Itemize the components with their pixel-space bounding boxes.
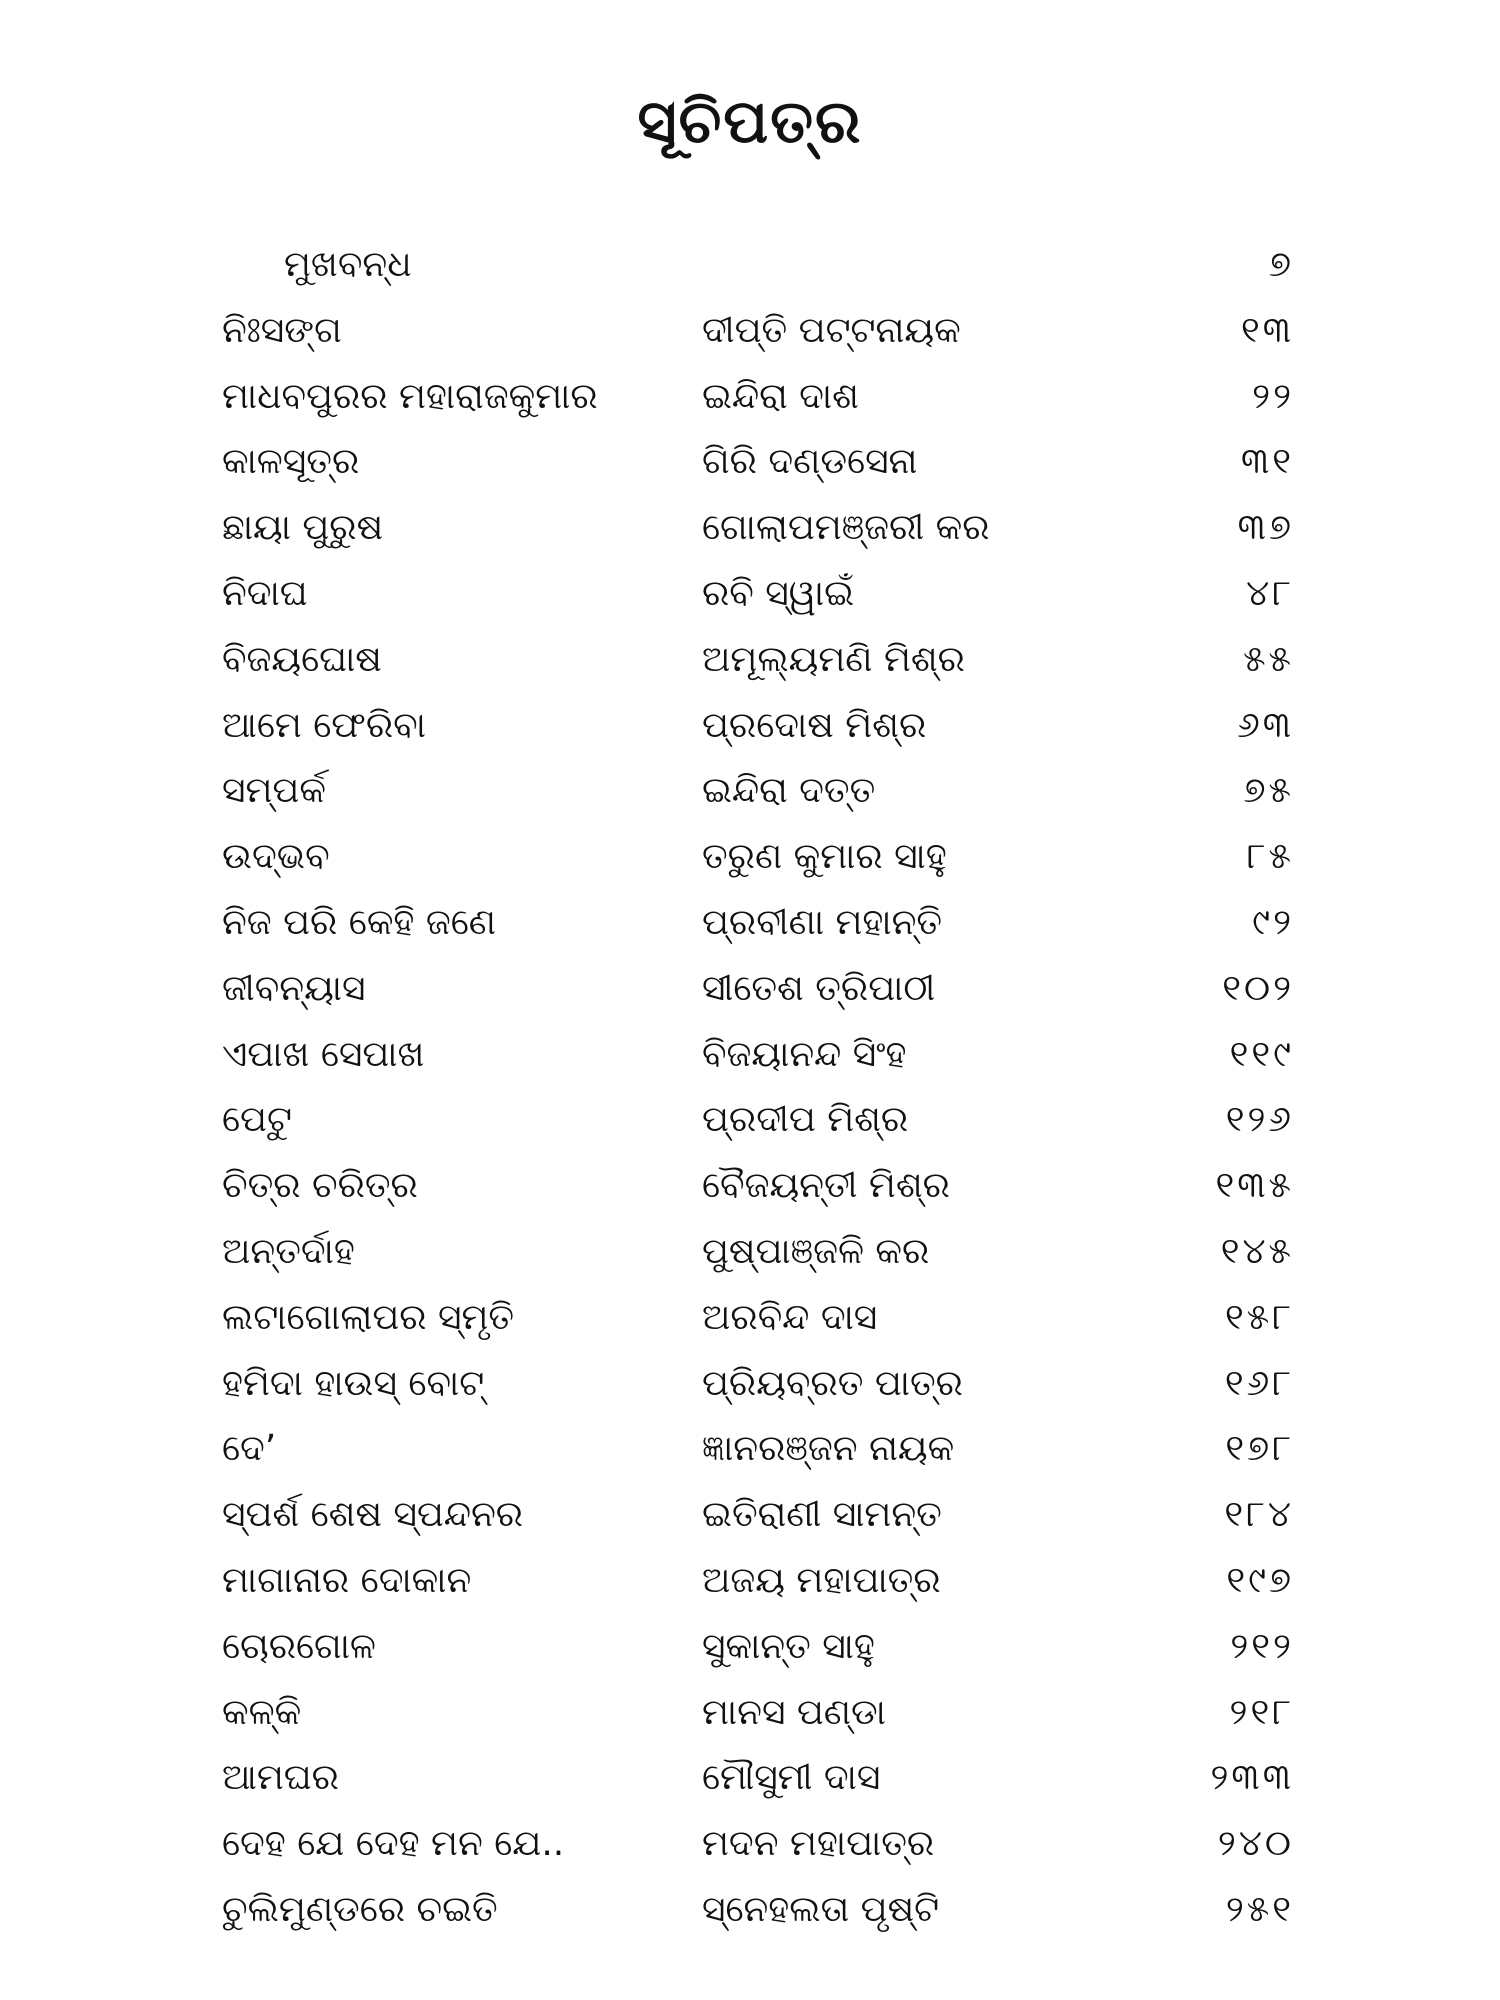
toc-row [222,1745,1294,1811]
toc-row [222,495,1294,561]
table-of-contents [222,232,1294,1943]
toc-row [222,1285,1294,1351]
author-name: ଇତିରାଣୀ ସାମନ୍ତ [702,1494,942,1536]
story-title: ନିଜ ପରି କେହି ଜଣେ [222,901,496,943]
toc-row [222,429,1294,495]
author-name: ମଦନ ମହାପାତ୍ର [702,1823,935,1865]
story-title: ଆମଘର [222,1757,339,1799]
story-title: ମୁଖବନ୍ଧ [284,244,412,285]
page-number: ୧୬୮ [1224,1362,1294,1404]
page-number: ୧୧୯ [1229,1033,1294,1075]
toc-row [222,298,1294,364]
author-name: ବୈଜୟନ୍ତୀ ମିଶ୍ର [702,1165,950,1207]
toc-row [222,1351,1294,1417]
author-name: ପ୍ରିୟବ୍ରତ ପାତ୍ର [702,1362,963,1404]
author-name: ଅମୂଲ୍ୟମଣି ମିଶ୍ର [702,638,965,680]
page-number: ୨୨ [1252,375,1294,417]
author-name: ଅରବିନ୍ଦ ଦାସ [702,1296,878,1338]
story-title: ମାଗାନାର ଦୋକାନ [222,1559,472,1601]
toc-row [222,232,1294,298]
toc-row [222,693,1294,759]
toc-row [222,1877,1294,1943]
page-number: ୭ [1268,244,1294,285]
toc-row [222,890,1294,956]
toc-row [222,1087,1294,1153]
page-number: ୭୫ [1243,770,1294,812]
author-name: ମାନସ ପଣ୍ଡା [702,1691,886,1733]
page-number: ୧୮୪ [1224,1494,1294,1536]
author-name: ବିଜୟାନନ୍ଦ ସିଂହ [702,1033,907,1075]
story-title: ଚୋରଗୋଳ [222,1625,376,1667]
toc-row [222,1153,1294,1219]
page-number: ୧୯୭ [1226,1559,1294,1601]
story-title: ଦେହ ଯେ ଦେହ ମନ ଯେ.. [222,1823,565,1865]
page-title: ସୂଚିପତ୍ର [637,87,863,157]
page-number: ୧୦୨ [1222,967,1294,1009]
toc-row [222,364,1294,430]
author-name: ମୌସୁମୀ ଦାସ [702,1757,881,1799]
author-name: ତରୁଣ କୁମାର ସାହୁ [702,836,947,878]
story-title: କାଳସୂତ୍ର [222,441,360,483]
story-title: ଦେ’ [222,1428,277,1470]
author-name: ଦୀପ୍ତି ପଟ୍ଟନାୟକ [702,309,961,351]
story-title: ହମିଦା ହାଉସ୍ ବୋଟ୍ [222,1362,485,1404]
page-number: ୨୧୮ [1229,1691,1294,1733]
story-title: ଉଦ୍ଭବ [222,836,330,878]
story-title: କଳ୍କି [222,1691,302,1733]
page-number: ୨୧୨ [1230,1625,1294,1667]
toc-row [222,758,1294,824]
toc-row [222,1680,1294,1746]
toc-row [222,1811,1294,1877]
author-name: ଜ୍ଞାନରଞ୍ଜନ ନାୟକ [702,1428,955,1470]
author-name: ସୀତେଶ ତ୍ରିପାଠୀ [702,967,936,1009]
author-name: ଇନ୍ଦିରା ଦତ୍ତ [702,770,876,812]
author-name: ରବି ସ୍ୱାଇଁ [702,572,855,614]
author-name: ପ୍ରଦୀପ ମିଶ୍ର [702,1099,909,1141]
author-name: ଅଜୟ ମହାପାତ୍ର [702,1559,941,1601]
author-name: ଇନ୍ଦିରା ଦାଶ [702,375,859,417]
page-number: ୮୫ [1246,836,1294,878]
toc-row [222,1219,1294,1285]
page-number: ୧୩ [1240,309,1294,351]
story-title: ସ୍ପର୍ଶ ଶେଷ ସ୍ପନ୍ଦନର [222,1494,524,1536]
story-title: ନିଃସଙ୍ଗ [222,309,342,351]
story-title: ଚିତ୍ର ଚରିତ୍ର [222,1165,418,1207]
toc-row [222,1548,1294,1614]
story-title: ଛାୟା ପୁରୁଷ [222,507,384,549]
toc-row [222,956,1294,1022]
page-number: ୧୩୫ [1215,1165,1294,1207]
story-title: ଅନ୍ତର୍ଦାହ [222,1230,355,1272]
story-title: ଲଟାଗୋଲାପର ସ୍ମୃତି [222,1296,515,1338]
story-title: ଆମେ ଫେରିବା [222,704,426,746]
toc-row [222,1482,1294,1548]
page-number: ୩୭ [1237,507,1294,549]
page-number: ୫୫ [1243,638,1294,680]
page-number: ୯୨ [1252,901,1294,943]
story-title: ସମ୍ପର୍କ [222,770,326,812]
page-number: ୨୪୦ [1217,1823,1294,1865]
story-title: ମାଧବପୁରର ମହାରାଜକୁମାର [222,375,598,417]
page-number: ୨୩୩ [1210,1757,1294,1799]
toc-row [222,1022,1294,1088]
toc-row [222,1614,1294,1680]
author-name: ପ୍ରଦୋଷ ମିଶ୍ର [702,704,927,746]
toc-row [222,1416,1294,1482]
page-number: ୧୭୮ [1225,1428,1294,1470]
story-title: ଚୁଲିମୁଣ୍ଡରେ ଚଇତି [222,1888,498,1930]
page-number: ୩୧ [1240,441,1294,483]
author-name: ସ୍ନେହଲତା ପୃଷ୍ଟି [702,1888,940,1930]
author-name: ପୁଷ୍ପାଞ୍ଜଳି କର [702,1230,930,1272]
page-number: ୨୫୧ [1225,1888,1294,1930]
author-name: ଗୋଲାପମଞ୍ଜରୀ କର [702,507,990,549]
page-number: ୧୨୬ [1225,1099,1294,1141]
toc-row [222,561,1294,627]
page-number: ୪୮ [1246,572,1294,614]
author-name: ପ୍ରବୀଣା ମହାନ୍ତି [702,901,943,943]
page-number: ୧୫୮ [1224,1296,1294,1338]
toc-row [222,627,1294,693]
story-title: ପେଟୁ [222,1099,292,1141]
story-title: ଏପାଖ ସେପାଖ [222,1033,425,1075]
page-number: ୧୪୫ [1220,1230,1294,1272]
toc-row [222,824,1294,890]
author-name: ସୁକାନ୍ତ ସାହୁ [702,1625,875,1667]
page-number: ୬୩ [1237,704,1294,746]
story-title: ଜୀବନ୍ୟାସ [222,967,366,1009]
story-title: ନିଦାଘ [222,572,308,614]
author-name: ଗିରି ଦଣ୍ଡସେନା [702,441,918,483]
story-title: ବିଜୟଘୋଷ [222,638,382,680]
